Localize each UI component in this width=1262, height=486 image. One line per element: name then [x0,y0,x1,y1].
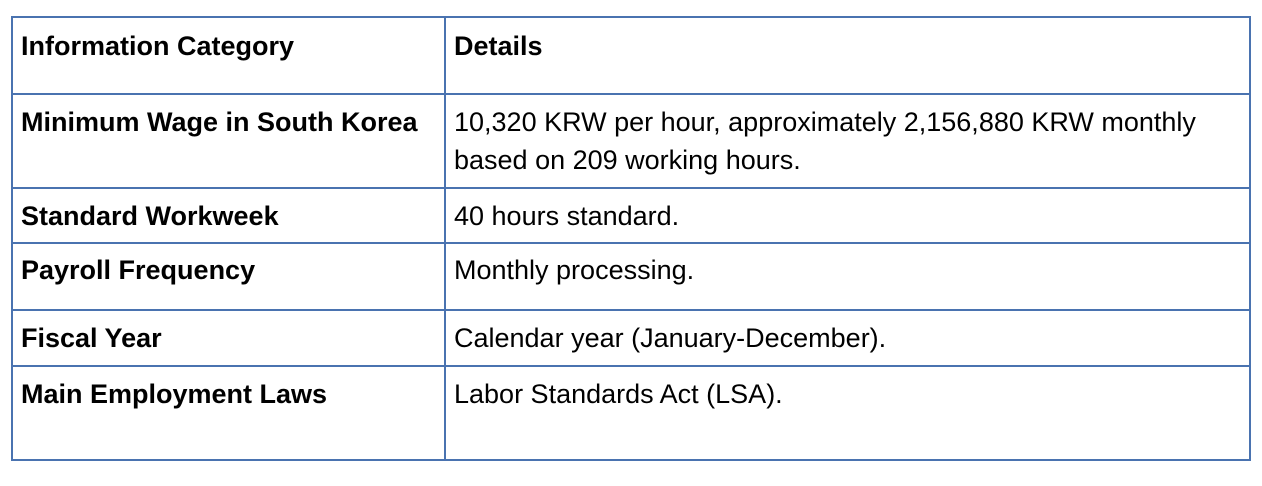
header-information-category: Information Category [12,17,445,94]
header-details: Details [445,17,1250,94]
info-table [11,16,1251,461]
row-category: Payroll Frequency [12,243,445,310]
row-details: Labor Standards Act (LSA). [445,366,1250,460]
table-header-row [12,17,1250,94]
row-category: Minimum Wage in South Korea [12,94,445,188]
row-category: Main Employment Laws [12,366,445,460]
table-row [12,188,1250,243]
table-row [12,243,1250,310]
table-row [12,310,1250,366]
row-details: 10,320 KRW per hour, approximately 2,156,880 KRW monthly based on 209 working hours. [445,94,1250,188]
row-details: Monthly processing. [445,243,1250,310]
table-row [12,366,1250,460]
table-row [12,94,1250,188]
row-details: Calendar year (January-December). [445,310,1250,366]
row-details: 40 hours standard. [445,188,1250,243]
row-category: Fiscal Year [12,310,445,366]
row-category: Standard Workweek [12,188,445,243]
